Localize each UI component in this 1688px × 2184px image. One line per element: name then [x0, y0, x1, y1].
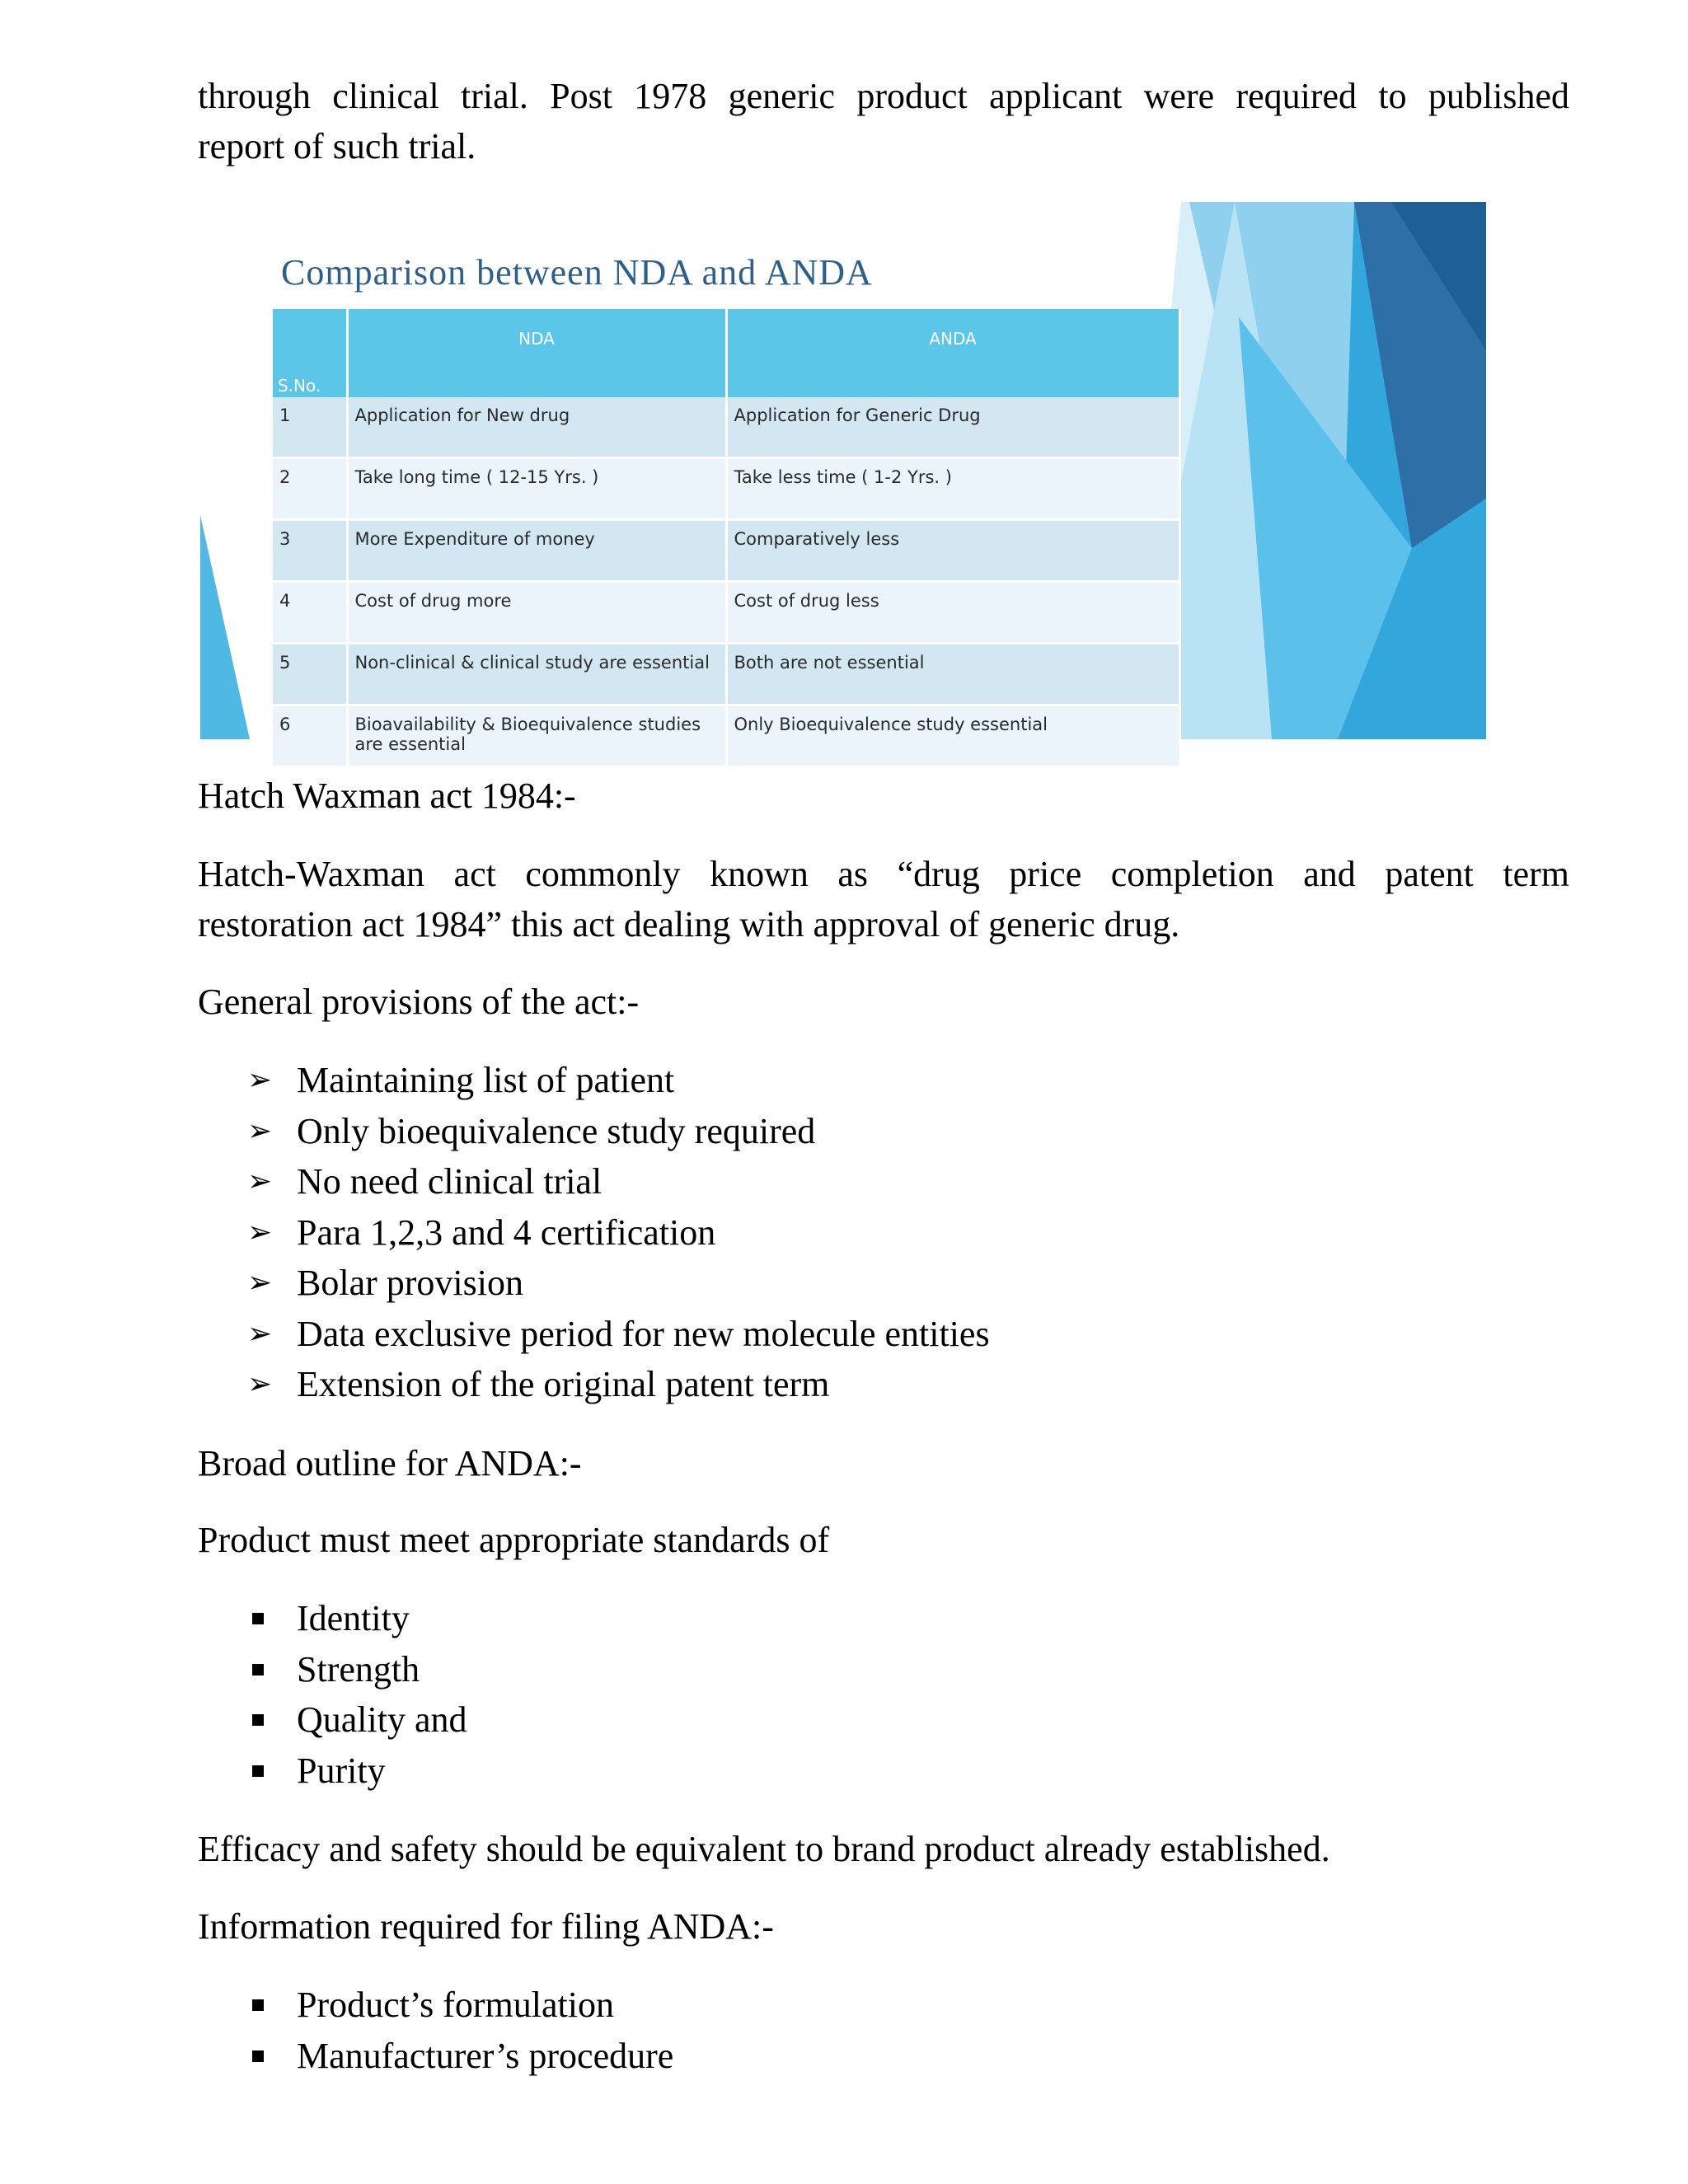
table-header-row	[273, 309, 1179, 397]
list-item: ➢ Para 1,2,3 and 4 certification	[198, 1207, 990, 1258]
arrow-bullet-icon: ➢	[247, 1266, 273, 1300]
list-item: Quality and	[198, 1694, 467, 1746]
cell-sno: 4	[273, 582, 347, 644]
square-bullet-icon	[252, 1765, 264, 1777]
arrow-bullet-icon: ➢	[247, 1113, 273, 1148]
arrow-bullet-icon: ➢	[247, 1063, 273, 1097]
list-item: ➢ Data exclusive period for new molecule entities	[198, 1309, 990, 1360]
cell-sno: 3	[273, 520, 347, 582]
arrow-bullet-icon: ➢	[247, 1316, 273, 1351]
list-item: Product’s formulation	[198, 1980, 673, 2031]
anda-outline-heading: Broad outline for ANDA:-	[198, 1443, 582, 1483]
list-item: ➢ No need clinical trial	[198, 1156, 990, 1207]
list-item: Strength	[198, 1644, 467, 1695]
cell-anda: Both are not essential	[726, 644, 1179, 705]
square-bullet-icon	[252, 1714, 264, 1726]
provisions-heading: General provisions of the act:-	[198, 982, 640, 1022]
filing-heading: Information required for filing ANDA:-	[198, 1906, 774, 1947]
header-nda: NDA	[347, 309, 726, 397]
table-row	[273, 520, 1179, 582]
provisions-list	[198, 1055, 990, 1410]
list-item: ➢ Extension of the original patent term	[198, 1359, 990, 1410]
list-item: ➢ Bolar provision	[198, 1258, 990, 1309]
cell-nda: Take long time ( 12-15 Yrs. )	[347, 458, 726, 520]
efficacy-statement: Efficacy and safety should be equivalent to brand product already established.	[198, 1829, 1330, 1869]
list-item: ➢ Only bioequivalence study required	[198, 1106, 990, 1157]
intro-paragraph	[198, 71, 1569, 171]
arrow-bullet-icon: ➢	[247, 1165, 273, 1198]
arrow-bullet-icon: ➢	[247, 1215, 273, 1249]
cell-sno: 2	[273, 458, 347, 520]
header-anda: ANDA	[726, 309, 1179, 397]
list-item: Manufacturer’s procedure	[198, 2031, 673, 2082]
hatch-paragraph	[198, 849, 1569, 949]
arrow-bullet-icon: ➢	[247, 1367, 273, 1401]
cell-sno: 6	[273, 705, 347, 767]
cell-anda: Application for Generic Drug	[726, 397, 1179, 458]
cell-anda: Cost of drug less	[726, 582, 1179, 644]
comparison-slide-image	[200, 202, 1486, 754]
intro-line-2: report of such trial.	[198, 126, 476, 166]
hatch-line-2: restoration act 1984” this act dealing with approval of generic drug.	[198, 904, 1180, 944]
table-row	[273, 582, 1179, 644]
square-bullet-icon	[252, 1613, 264, 1624]
square-bullet-icon	[252, 1999, 264, 2011]
list-item: ➢ Maintaining list of patient	[198, 1055, 990, 1106]
filing-list	[198, 1980, 673, 2081]
anda-outline-intro: Product must meet appropriate standards of	[198, 1520, 830, 1560]
cell-nda: Bioavailability & Bioequivalence studies are essential	[347, 705, 726, 767]
table-row	[273, 705, 1179, 767]
standards-list	[198, 1593, 467, 1796]
hatch-heading: Hatch Waxman act 1984:-	[198, 776, 576, 816]
square-bullet-icon	[252, 1664, 264, 1675]
list-item: Purity	[198, 1746, 467, 1797]
list-item: Identity	[198, 1593, 467, 1644]
cell-sno: 1	[273, 397, 347, 458]
intro-line-1: through clinical trial. Post 1978 generic product applicant were required to published	[198, 76, 1569, 116]
cell-nda: Non-clinical & clinical study are essential	[347, 644, 726, 705]
cell-nda: Cost of drug more	[347, 582, 726, 644]
cell-anda: Comparatively less	[726, 520, 1179, 582]
cell-anda: Only Bioequivalence study essential	[726, 705, 1179, 767]
table-row	[273, 397, 1179, 458]
cell-nda: Application for New drug	[347, 397, 726, 458]
cell-nda: More Expenditure of money	[347, 520, 726, 582]
hatch-line-1: Hatch-Waxman act commonly known as “drug price completion and patent term	[198, 854, 1569, 894]
cell-sno: 5	[273, 644, 347, 705]
square-bullet-icon	[252, 2050, 264, 2062]
header-sno: S.No.	[273, 309, 347, 397]
table-row	[273, 458, 1179, 520]
table-row	[273, 644, 1179, 705]
slide-title: Comparison between NDA and ANDA	[281, 252, 873, 293]
cell-anda: Take less time ( 1-2 Yrs. )	[726, 458, 1179, 520]
comparison-table	[273, 309, 1181, 768]
